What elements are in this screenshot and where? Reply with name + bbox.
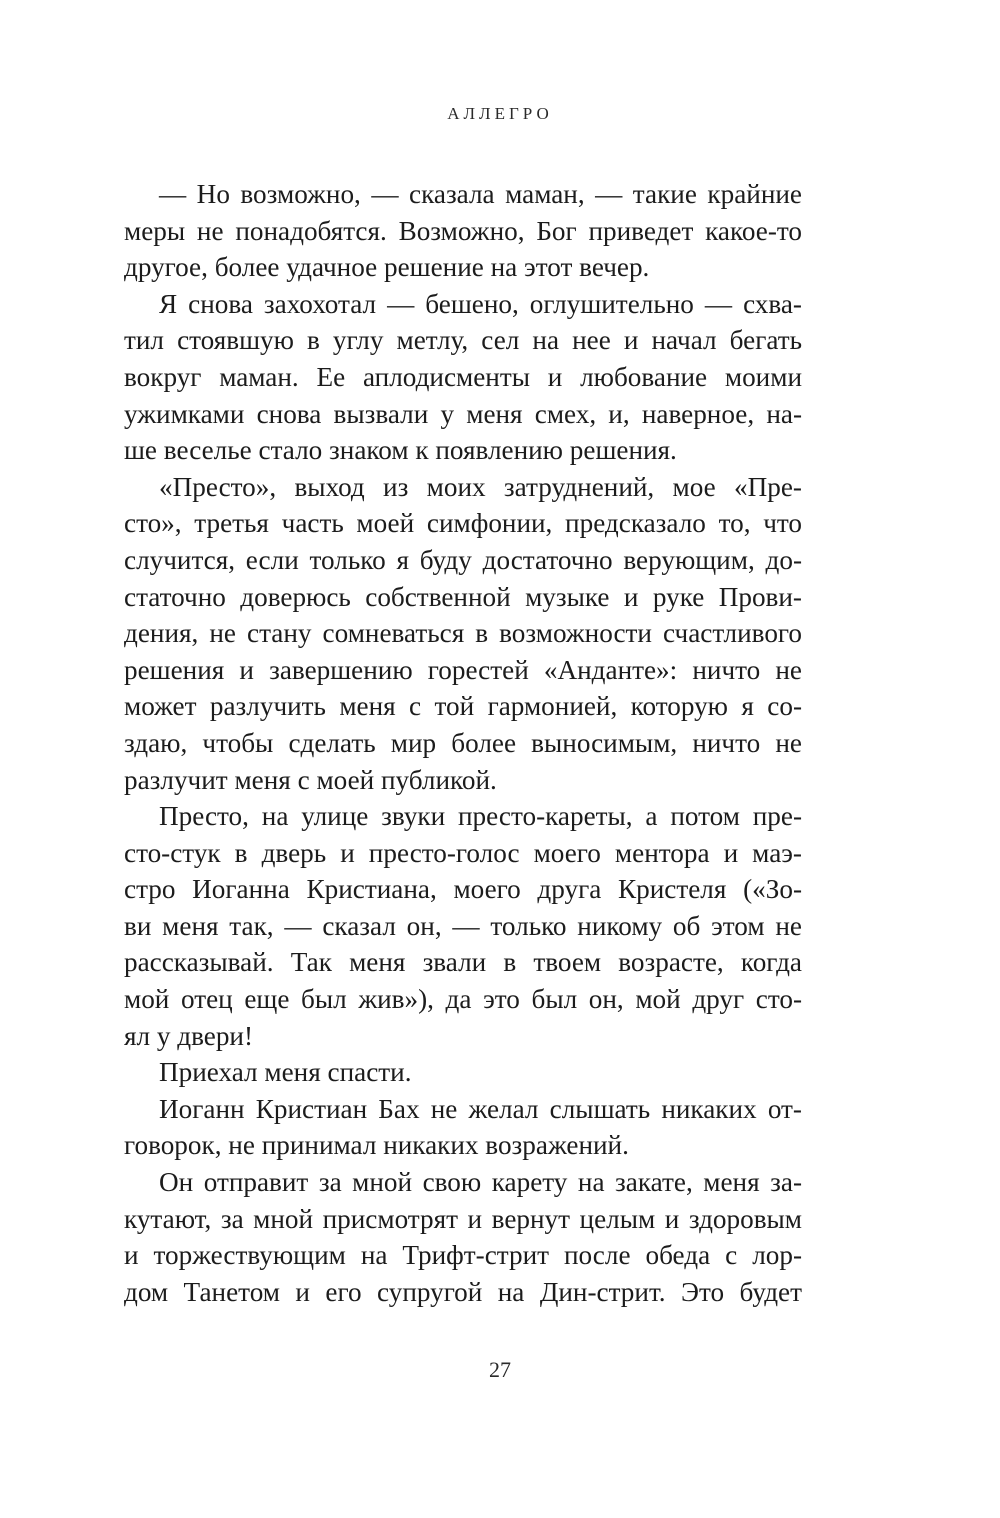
text-line: вокруг маман. Ее аплодисменты и любование моими xyxy=(124,361,802,392)
paragraph xyxy=(124,176,802,286)
text-line: «Престо», выход из моих затруднений, мое «Пре- xyxy=(159,471,802,502)
text-line: ше веселье стало знаком к появлению решения. xyxy=(124,435,677,466)
text-line: может разлучить меня с той гармонией, которую я со- xyxy=(124,691,802,722)
text-line: и торжествующим на Трифт-стрит после обеда с лор- xyxy=(124,1240,802,1271)
text-line: Иоганн Кристиан Бах не желал слышать никаких от- xyxy=(159,1093,802,1124)
page-number: 27 xyxy=(489,1357,511,1382)
text-line: Я снова захохотал — бешено, оглушительно — схва- xyxy=(159,288,802,319)
text-line: случится, если только я буду достаточно верующим, до- xyxy=(124,544,802,575)
text-line: сто», третья часть моей симфонии, предсказало то, что xyxy=(124,508,802,539)
text-line: стро Иоганна Кристиана, моего друга Кристеля («Зо- xyxy=(124,874,802,905)
text-line: кутают, за мной присмотрят и вернут целым и здоровым xyxy=(124,1203,802,1234)
text-line: тил стоявшую в углу метлу, сел на нее и начал бегать xyxy=(124,325,802,356)
text-line: Приехал меня спасти. xyxy=(159,1057,412,1088)
text-line: ви меня так, — сказал он, — только никому об этом не xyxy=(124,910,802,941)
text-line: статочно доверюсь собственной музыке и руке Прови- xyxy=(124,581,802,612)
text-line: ужимками снова вызвали у меня смех, и, наверное, на- xyxy=(124,398,802,429)
paragraph xyxy=(124,286,802,469)
text-line: дом Танетом и его супругой на Дин-стрит. Это будет xyxy=(124,1276,802,1307)
text-line: здаю, чтобы сделать мир более выносимым, ничто не xyxy=(124,727,802,758)
paragraph xyxy=(124,469,802,798)
text-line: рассказывай. Так меня звали в твоем возрасте, когда xyxy=(124,947,802,978)
text-line: меры не понадобятся. Возможно, Бог приведет какое-то xyxy=(124,215,802,246)
paragraph xyxy=(124,1054,802,1091)
text-line: разлучит меня с моей публикой. xyxy=(124,764,497,795)
body-text xyxy=(124,176,802,1310)
running-head: АЛЛЕГРО xyxy=(447,104,553,123)
text-line: — Но возможно, — сказала маман, — такие крайние xyxy=(159,179,802,209)
text-line: дения, не стану сомневаться в возможности счастливого xyxy=(124,618,802,649)
paragraph xyxy=(124,1164,802,1310)
text-line: ял у двери! xyxy=(124,1020,254,1051)
text-line: сто-стук в дверь и престо-голос моего ментора и маэ- xyxy=(124,837,802,868)
text-line: другое, более удачное решение на этот вечер. xyxy=(124,252,650,283)
text-line: мой отец еще был жив»), да это был он, мой друг сто- xyxy=(124,984,802,1015)
text-line: Он отправит за мной свою карету на закате, меня за- xyxy=(159,1167,802,1198)
text-line: говорок, не принимал никаких возражений. xyxy=(124,1130,629,1161)
paragraph xyxy=(124,798,802,1054)
text-line: Престо, на улице звуки престо-кареты, а потом пре- xyxy=(159,801,802,832)
paragraph xyxy=(124,1091,802,1164)
text-line: решения и завершению горестей «Анданте»: ничто не xyxy=(124,654,802,685)
